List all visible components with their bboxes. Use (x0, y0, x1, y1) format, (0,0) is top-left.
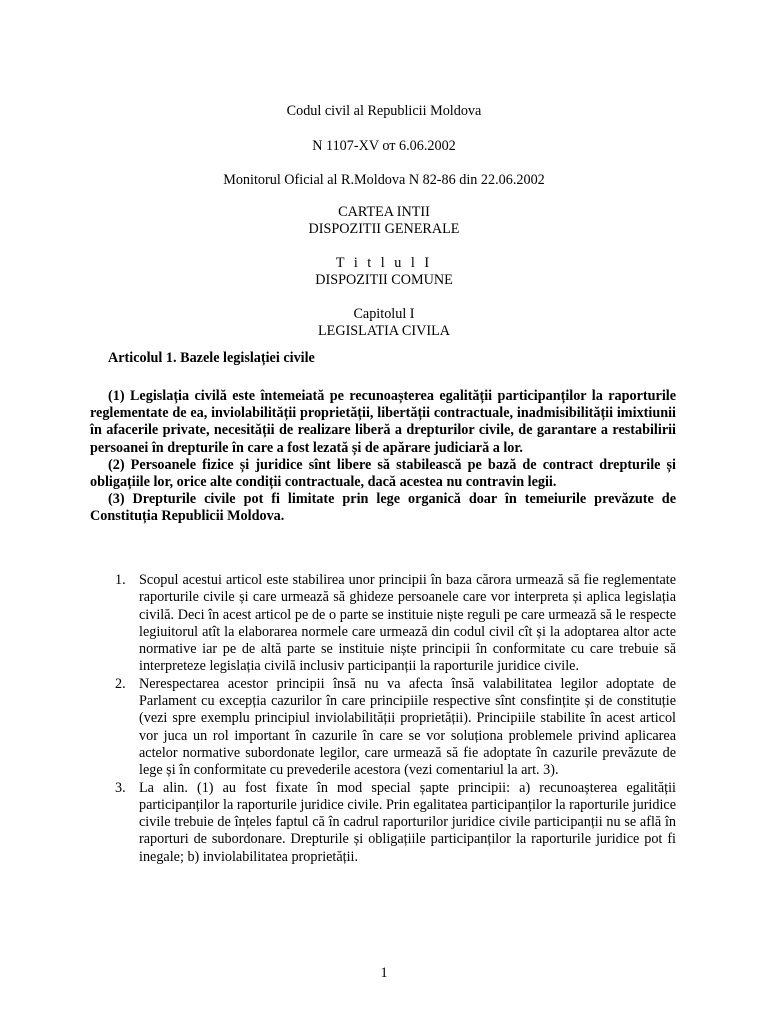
page-number: 1 (380, 965, 388, 981)
commentary-number: 1. (115, 572, 126, 588)
official-monitor-reference: Monitorul Oficial al R.Moldova N 82-86 din 22.06.2002 (223, 172, 545, 188)
article-paragraph-3: (3) Drepturile civile pot fi limitate prin lege organică doar în temeiurile prevăzute de Constituția Republicii Moldova. (90, 491, 676, 525)
commentary-text: Scopul acestui articol este stabilirea unor principii în baza cărora urmează să fie reglementate raporturile civile și care urmează să ghideze persoanele care vor interpreta și aplica legislația civilă. Deci în acest articol pe de o parte se instituie niște reguli pe care urmează să le respecte legiuitorul atît la elaborarea normele care urmează din codul civil cît și la adoptarea altor acte normative iar pe de altă parte se instituie niște principii în conformitate cu care trebuie să interpreteze legislația civilă inclusiv participanții la raporturile juridice civile. (139, 572, 676, 675)
commentary-text: Nerespectarea acestor principii însă nu va afecta însă valabilitatea legilor adoptate de Parlament cu excepția cazurilor în care principiile respective sînt consfințite și de constituție (vezi spre exemplu principiul inviolabilității proprietății). Principiile stabilite în acest articol vor juca un rol important în cazurile în care se vor soluționa problemele privind aplicarea actelor normative subordonate legilor, care urmează să fie adoptate în cazurile prevăzute de lege și în conformitate cu prevederile acestora (vezi comentariul la art. 3). (139, 675, 676, 779)
chapter-heading: Capitolul I (353, 306, 415, 322)
commentary-list (108, 572, 676, 866)
commentary-item (108, 676, 676, 780)
book-subtitle: DISPOZITII GENERALE (308, 221, 460, 237)
article-paragraph-1: (1) Legislația civilă este întemeiată pe recunoașterea egalității participanților la raporturile reglementate de ea, inviolabilității proprietății, libertății contractuale, inadmisibilității imixtiunii în afacerile private, necesității de realizare liberă a drepturilor civile, de garantare a restabilirii persoanei în drepturile în care a fost lezată și de apărare judiciară a lor. (90, 388, 676, 456)
commentary-item (108, 572, 676, 676)
document-title: Codul civil al Republicii Moldova (286, 103, 482, 119)
chapter-subtitle: LEGISLATIA CIVILA (317, 323, 450, 339)
commentary-number: 2. (115, 675, 126, 692)
commentary-number: 3. (115, 779, 126, 796)
law-number: N 1107-XV от 6.06.2002 (312, 138, 456, 154)
title-heading: T i t l u l I (335, 255, 433, 271)
article-paragraph-2: (2) Persoanele fizice și juridice sînt libere să stabilească pe bază de contract drepturile și obligațiile lor, orice alte condiții contractuale, dacă acestea nu contravin legii. (90, 456, 676, 491)
commentary-text: La alin. (1) au fost fixate în mod special șapte principii: a) recunoașterea egalității participanților la raporturile juridice civile. Prin egalitatea participanților la raporturile juridice civile trebuie de înțeles faptul că în cadrul raporturilor juridice civile participanții nu se află în raporturi de subordonare. Drepturile și obligațiile participanților la raporturile juridice pot fi inegale; b) inviolabilitatea proprietății. (139, 779, 676, 865)
book-heading: CARTEA INTII (338, 204, 430, 220)
article-body (90, 388, 676, 526)
title-subtitle: DISPOZITII COMUNE (315, 272, 453, 288)
article-heading: Articolul 1. Bazele legislației civile (108, 350, 315, 366)
commentary-item (108, 780, 676, 866)
